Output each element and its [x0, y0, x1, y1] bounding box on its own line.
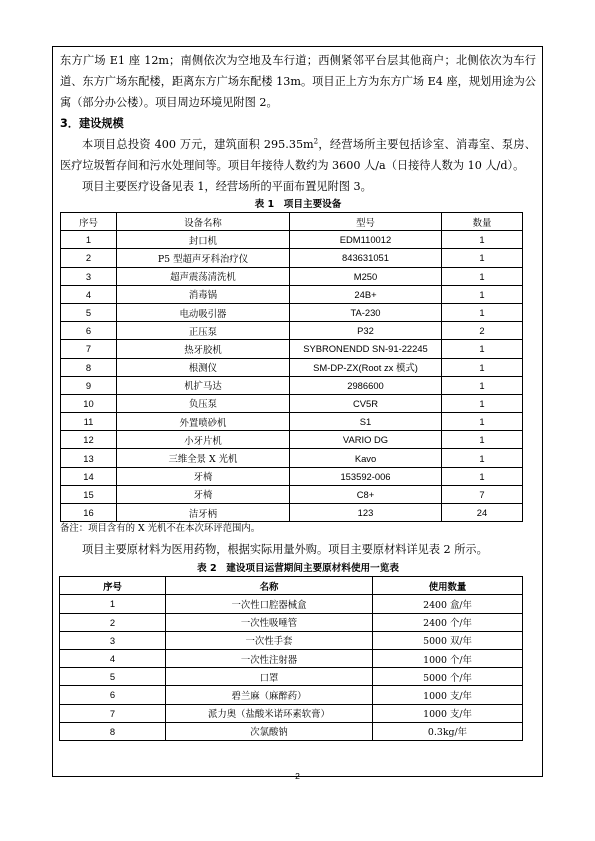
- quantity-cell: 1: [442, 267, 523, 285]
- equipment-name-cell: 封口机: [117, 231, 290, 249]
- section-heading: 3．建设规模: [60, 117, 124, 130]
- table2-header-cell: 名称: [166, 577, 373, 595]
- model-cell: SM-DP-ZX(Root zx 模式): [290, 358, 442, 376]
- area-superscript: 2: [313, 137, 319, 146]
- table1-row: [61, 340, 523, 358]
- row-number-cell: 1: [61, 231, 117, 249]
- table1-row: [61, 504, 523, 522]
- scale-paragraph: [60, 134, 536, 176]
- table1-row: [61, 303, 523, 321]
- model-cell: 153592-006: [290, 467, 442, 485]
- usage-amount-cell: 1000 支/年: [373, 704, 523, 722]
- material-name-cell: 次氯酸钠: [166, 722, 373, 740]
- table2-row: [60, 613, 523, 631]
- material-name-cell: 一次性手套: [166, 631, 373, 649]
- row-number-cell: 16: [61, 504, 117, 522]
- materials-table: [59, 576, 523, 741]
- table2-row: [60, 595, 523, 613]
- table1-header-cell: 数量: [442, 213, 523, 231]
- table1-header-cell: 型号: [290, 213, 442, 231]
- quantity-cell: 1: [442, 249, 523, 267]
- equipment-name-cell: 热牙胶机: [117, 340, 290, 358]
- model-cell: M250: [290, 267, 442, 285]
- document-body: [60, 50, 536, 741]
- quantity-cell: 2: [442, 322, 523, 340]
- equipment-name-cell: 小牙片机: [117, 431, 290, 449]
- usage-amount-cell: 2400 个/年: [373, 613, 523, 631]
- usage-amount-cell: 0.3kg/年: [373, 722, 523, 740]
- scale-text-a: 本项目总投资 400 万元，建筑面积 295.35m: [82, 138, 314, 151]
- quantity-cell: 1: [442, 376, 523, 394]
- table2-header-row: [60, 577, 523, 595]
- row-number-cell: 12: [61, 431, 117, 449]
- table1-row: [61, 449, 523, 467]
- material-name-cell: 派力奥（盐酸米诺环素软膏）: [166, 704, 373, 722]
- table1-row: [61, 394, 523, 412]
- row-number-cell: 4: [60, 649, 166, 667]
- table2-row: [60, 668, 523, 686]
- row-number-cell: 2: [60, 613, 166, 631]
- row-number-cell: 9: [61, 376, 117, 394]
- table1-row: [61, 249, 523, 267]
- table1-note: 备注：项目含有的 X 光机不在本次环评范围内。: [60, 523, 261, 535]
- equipment-name-cell: 正压泵: [117, 322, 290, 340]
- quantity-cell: 1: [442, 340, 523, 358]
- model-cell: EDM110012: [290, 231, 442, 249]
- material-name-cell: 一次性吸唾管: [166, 613, 373, 631]
- table1-row: [61, 376, 523, 394]
- row-number-cell: 5: [61, 303, 117, 321]
- scale-text-b: ，经营场所主要包括诊室、消毒室、泵房、医疗垃圾暂存间和污水处理间等。项目年接待人数约为 3600 人/a（日接待人数为 10 人/d）。: [60, 138, 536, 172]
- model-cell: 843631051: [290, 249, 442, 267]
- row-number-cell: 7: [61, 340, 117, 358]
- material-name-cell: 一次性注射器: [166, 649, 373, 667]
- row-number-cell: 8: [61, 358, 117, 376]
- quantity-cell: 1: [442, 449, 523, 467]
- model-cell: 2986600: [290, 376, 442, 394]
- table1-header-cell: 设备名称: [117, 213, 290, 231]
- table1-row: [61, 431, 523, 449]
- usage-amount-cell: 1000 个/年: [373, 649, 523, 667]
- model-cell: SYBRONENDD SN-91-22245: [290, 340, 442, 358]
- quantity-cell: 1: [442, 285, 523, 303]
- quantity-cell: 7: [442, 485, 523, 503]
- table1-row: [61, 285, 523, 303]
- row-number-cell: 5: [60, 668, 166, 686]
- model-cell: S1: [290, 413, 442, 431]
- row-number-cell: 7: [60, 704, 166, 722]
- usage-amount-cell: 5000 个/年: [373, 668, 523, 686]
- usage-amount-cell: 5000 双/年: [373, 631, 523, 649]
- row-number-cell: 6: [60, 686, 166, 704]
- table2-row: [60, 686, 523, 704]
- row-number-cell: 2: [61, 249, 117, 267]
- row-number-cell: 8: [60, 722, 166, 740]
- table2-row: [60, 649, 523, 667]
- quantity-cell: 1: [442, 358, 523, 376]
- equipment-name-cell: 超声震荡清洗机: [117, 267, 290, 285]
- model-cell: 24B+: [290, 285, 442, 303]
- row-number-cell: 3: [61, 267, 117, 285]
- row-number-cell: 13: [61, 449, 117, 467]
- quantity-cell: 1: [442, 303, 523, 321]
- page-number: 2: [295, 771, 300, 781]
- equipment-name-cell: 牙椅: [117, 467, 290, 485]
- quantity-cell: 24: [442, 504, 523, 522]
- row-number-cell: 4: [61, 285, 117, 303]
- table1-row: [61, 413, 523, 431]
- table2-header-cell: 使用数量: [373, 577, 523, 595]
- table1-row: [61, 358, 523, 376]
- equipment-name-cell: 三维全景 X 光机: [117, 449, 290, 467]
- model-cell: 123: [290, 504, 442, 522]
- material-name-cell: 口罩: [166, 668, 373, 686]
- table2-header-cell: 序号: [60, 577, 166, 595]
- row-number-cell: 6: [61, 322, 117, 340]
- row-number-cell: 10: [61, 394, 117, 412]
- table2-caption: 表 2 建设项目运营期间主要原材料使用一览表: [197, 563, 399, 575]
- table1-header-cell: 序号: [61, 213, 117, 231]
- row-number-cell: 15: [61, 485, 117, 503]
- equipment-name-cell: 根测仪: [117, 358, 290, 376]
- equipment-name-cell: 机扩马达: [117, 376, 290, 394]
- table1-row: [61, 485, 523, 503]
- table1-row: [61, 467, 523, 485]
- quantity-cell: 1: [442, 394, 523, 412]
- quantity-cell: 1: [442, 467, 523, 485]
- model-cell: VARIO DG: [290, 431, 442, 449]
- row-number-cell: 1: [60, 595, 166, 613]
- quantity-cell: 1: [442, 231, 523, 249]
- usage-amount-cell: 1000 支/年: [373, 686, 523, 704]
- equipment-intro: 项目主要医疗设备见表 1，经营场所的平面布置见附图 3。: [82, 180, 372, 193]
- model-cell: CV5R: [290, 394, 442, 412]
- equipment-name-cell: P5 型超声牙科治疗仪: [117, 249, 290, 267]
- material-name-cell: 碧兰麻（麻醉药）: [166, 686, 373, 704]
- row-number-cell: 3: [60, 631, 166, 649]
- row-number-cell: 11: [61, 413, 117, 431]
- table2-row: [60, 722, 523, 740]
- usage-amount-cell: 2400 盒/年: [373, 595, 523, 613]
- model-cell: TA-230: [290, 303, 442, 321]
- model-cell: C8+: [290, 485, 442, 503]
- equipment-name-cell: 消毒锅: [117, 285, 290, 303]
- table1-row: [61, 267, 523, 285]
- table1-caption: 表 1 项目主要设备: [254, 199, 342, 210]
- model-cell: P32: [290, 322, 442, 340]
- table2-row: [60, 704, 523, 722]
- intro-paragraph: 东方广场 E1 座 12m；南侧依次为空地及车行道；西侧紧邻平台层其他商户；北侧依次为车行道、东方广场东配楼，距离东方广场东配楼 13m。项目正上方为东方广场 E4 座，规划用途为公寓（部分办公楼）。项目周边环境见附图 2。: [60, 54, 536, 109]
- equipment-table: [60, 212, 523, 522]
- table1-header-row: [61, 213, 523, 231]
- table1-row: [61, 322, 523, 340]
- equipment-name-cell: 洁牙柄: [117, 504, 290, 522]
- table1-row: [61, 231, 523, 249]
- quantity-cell: 1: [442, 413, 523, 431]
- equipment-name-cell: 负压泵: [117, 394, 290, 412]
- quantity-cell: 1: [442, 431, 523, 449]
- model-cell: Kavo: [290, 449, 442, 467]
- equipment-name-cell: 外置喷砂机: [117, 413, 290, 431]
- material-name-cell: 一次性口腔器械盒: [166, 595, 373, 613]
- equipment-name-cell: 电动吸引器: [117, 303, 290, 321]
- materials-intro: 项目主要原材料为医用药物，根据实际用量外购。项目主要原材料详见表 2 所示。: [82, 543, 488, 557]
- row-number-cell: 14: [61, 467, 117, 485]
- equipment-name-cell: 牙椅: [117, 485, 290, 503]
- table2-row: [60, 631, 523, 649]
